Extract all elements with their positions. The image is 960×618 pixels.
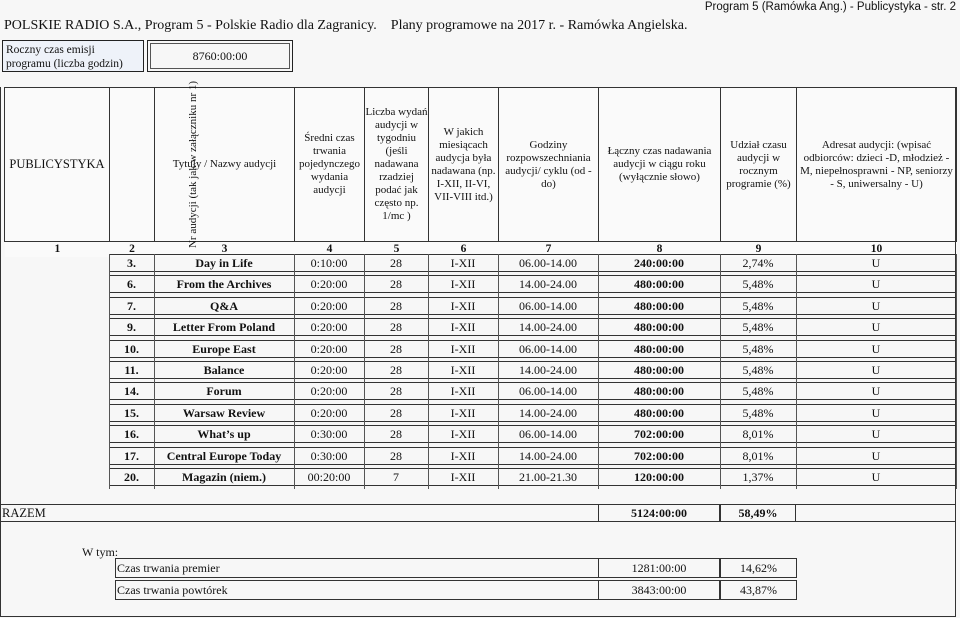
row-laczny: 702:00:00 [634,448,684,463]
row-czas: 0:30:00 [310,448,348,463]
row-nr: 14. [124,383,139,398]
row-title: Balance [203,362,245,377]
col-number: 5 [365,242,429,258]
row-adresat: U [871,341,881,356]
col-header-miesiace: W jakich miesiącach audycja była nadawana (np. I-XII, II-VI, VII-VIII itd.) [429,88,499,242]
row-czas: 0:20:00 [310,341,348,356]
row-miesiace: I-XII [450,255,476,270]
grid-line [598,254,599,489]
row-godziny: 14.00-24.00 [519,448,577,463]
row-laczny: 702:00:00 [634,426,684,441]
row-laczny: 480:00:00 [634,341,684,356]
row-title: Q&A [210,298,238,313]
row-miesiace: I-XII [450,276,476,291]
powtorek-hours: 3843:00:00 [598,580,720,600]
row-adresat: U [871,298,881,313]
row-nr: 20. [124,469,139,484]
row-miesiace: I-XII [450,362,476,377]
row-czas: 0:20:00 [310,383,348,398]
row-adresat: U [871,426,881,441]
row-godziny: 14.00-24.00 [519,319,577,334]
row-laczny: 480:00:00 [634,319,684,334]
row-godziny: 06.00-14.00 [519,383,577,398]
row-laczny: 480:00:00 [634,405,684,420]
row-czas: 0:20:00 [310,362,348,377]
row-czas: 0:10:00 [310,255,348,270]
row-title: Europe East [192,341,256,356]
row-laczny: 480:00:00 [634,362,684,377]
row-title: Forum [206,383,242,398]
razem-hours: 5124:00:00 [598,504,720,522]
row-nr: 6. [127,276,136,291]
col-header-tytuly: Tytuły / Nazwy audycji [155,88,295,242]
row-title: Magazin (niem.) [182,469,266,484]
row-miesiace: I-XII [450,469,476,484]
row-adresat: U [871,383,881,398]
col-header-adresat: Adresat audycji: (wpisać odbiorców: dzieci -D, młodzież - M, niepełnosprawni - NP, seniorzy - S, uniwersalny - U) [797,88,957,242]
row-title: From the Archives [176,276,272,291]
row-udzial: 5,48% [742,405,774,420]
grid-line [294,254,295,489]
row-adresat: U [871,469,881,484]
row-czas: 00:20:00 [307,469,351,484]
col-number: 9 [721,242,797,258]
row-laczny: 240:00:00 [634,255,684,270]
title-main: POLSKIE RADIO S.A., Program 5 - Polskie Radio dla Zagranicy. [4,18,377,33]
row-title: Letter From Poland [172,319,276,334]
grid-line [720,254,721,489]
row-wydan: 28 [390,319,402,334]
row-udzial: 5,48% [742,362,774,377]
row-adresat: U [871,448,881,463]
premier-hours: 1281:00:00 [598,558,720,578]
row-wydan: 28 [390,405,402,420]
row-nr: 11. [124,362,139,377]
row-godziny: 06.00-14.00 [519,341,577,356]
row-laczny: 120:00:00 [634,469,684,484]
emisja-value-box [147,40,293,72]
col-header-liczba-wydan: Liczba wydań audycji w tygodniu (jeśli nadawana rzadziej podać jak często np. 1/mc ) [365,88,429,242]
row-wydan: 28 [390,341,402,356]
grid-line [956,254,957,489]
row-title: What’s up [197,426,251,441]
grid-line [364,254,365,489]
row-wydan: 28 [390,276,402,291]
row-adresat: U [871,276,881,291]
col-header-udzial: Udział czasu audycji w rocznym programie (%) [721,88,797,242]
col-header-laczny-czas: Łączny czas nadawania audycji w ciągu roku (wyłącznie słowo) [599,88,721,242]
row-udzial: 5,48% [742,319,774,334]
row-wydan: 28 [390,383,402,398]
row-adresat: U [871,405,881,420]
row-wydan: 28 [390,255,402,270]
row-czas: 0:30:00 [310,426,348,441]
row-czas: 0:20:00 [310,298,348,313]
row-miesiace: I-XII [450,405,476,420]
row-nr: 3. [127,255,136,270]
row-udzial: 5,48% [742,298,774,313]
row-godziny: 21.00-21.30 [519,469,577,484]
row-laczny: 480:00:00 [634,276,684,291]
col-header-godziny: Godziny rozpowszechniania audycji/ cyklu (od - do) [499,88,599,242]
row-udzial: 2,74% [742,255,774,270]
col-number: 4 [295,242,365,258]
col-header-sredni-czas: Średni czas trwania pojedynczego wydania audycji [295,88,365,242]
row-laczny: 480:00:00 [634,298,684,313]
row-godziny: 06.00-14.00 [519,426,577,441]
powtorek-label: Czas trwania powtórek [117,583,228,597]
row-miesiace: I-XII [450,383,476,398]
row-godziny: 14.00-24.00 [519,362,577,377]
row-udzial: 8,01% [742,448,774,463]
row-miesiace: I-XII [450,426,476,441]
row-godziny: 14.00-24.00 [519,276,577,291]
grid-line [498,254,499,489]
row-wydan: 28 [390,298,402,313]
row-czas: 0:20:00 [310,276,348,291]
table-right-border [955,87,956,505]
row-godziny: 14.00-24.00 [519,405,577,420]
row-title: Central Europe Today [166,448,282,463]
row-adresat: U [871,362,881,377]
emisja-label: Roczny czas emisji programu (liczba godzin) [2,40,144,72]
row-wydan: 28 [390,426,402,441]
row-adresat: U [871,255,881,270]
row-miesiace: I-XII [450,298,476,313]
header-row [5,88,957,242]
razem-percent: 58,49% [720,504,796,522]
row-udzial: 5,48% [742,276,774,291]
row-godziny: 06.00-14.00 [519,298,577,313]
grid-line [109,254,110,489]
w-tym-label: W tym: [82,545,119,559]
program-table [4,80,957,257]
col-number: 8 [599,242,721,258]
row-udzial: 1,37% [742,469,774,484]
col-number: 2 [110,242,155,258]
row-wydan: 28 [390,448,402,463]
razem-row [0,504,956,522]
row-wydan: 7 [393,469,399,484]
premier-label: Czas trwania premier [117,561,220,575]
table-left-border [0,87,1,505]
row-udzial: 8,01% [742,426,774,441]
premier-percent: 14,62% [720,558,797,578]
row-godziny: 06.00-14.00 [519,255,577,270]
page-info: Program 5 (Ramówka Ang.) - Publicystyka - str. 2 [704,1,956,13]
col-number: 3 [155,242,295,258]
document-title [4,18,687,34]
row-title: Warsaw Review [182,405,266,420]
grid-line [154,254,155,489]
row-udzial: 5,48% [742,383,774,398]
row-nr: 7. [127,298,136,313]
grid-line [428,254,429,489]
row-miesiace: I-XII [450,341,476,356]
row-adresat: U [871,319,881,334]
row-nr: 9. [127,319,136,334]
row-nr: 16. [124,426,139,441]
row-czas: 0:20:00 [310,319,348,334]
row-nr: 17. [124,448,139,463]
powtorek-percent: 43,87% [720,580,797,600]
col-number: 10 [797,242,957,258]
razem-label: RAZEM [2,506,46,520]
col-number: 1 [5,242,110,258]
row-miesiace: I-XII [450,319,476,334]
row-miesiace: I-XII [450,448,476,463]
grid-line [796,254,797,489]
row-czas: 0:20:00 [310,405,348,420]
row-wydan: 28 [390,362,402,377]
title-plan: Plany programowe na 2017 r. - Ramówka Angielska. [390,18,688,33]
col-number: 6 [429,242,499,258]
row-laczny: 480:00:00 [634,383,684,398]
row-nr: 15. [124,405,139,420]
row-nr: 10. [124,341,139,356]
col-header-nr-text: Nr audycji (tak jak w załączniku nr 1) [187,80,200,249]
col-header-publicystyka: PUBLICYSTYKA [5,88,110,242]
emisja-value: 8760:00:00 [150,43,290,69]
row-udzial: 5,48% [742,341,774,356]
col-header-nr [110,80,200,249]
col-number: 7 [499,242,599,258]
row-title: Day in Life [195,255,253,270]
